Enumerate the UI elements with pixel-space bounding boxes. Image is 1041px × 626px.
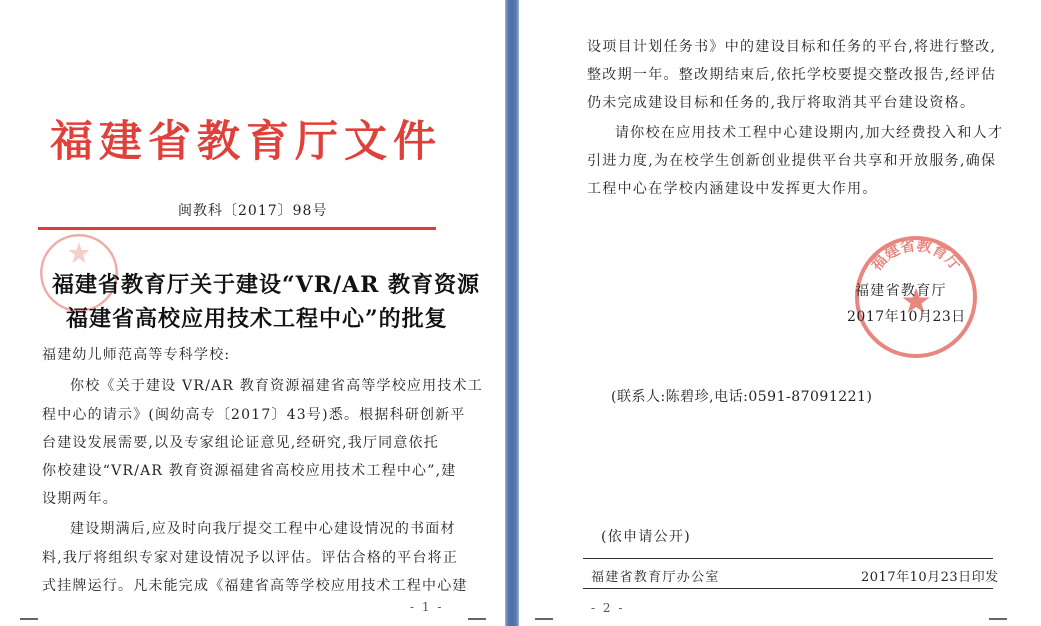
signing-authority: 福建省教育厅 [855,283,947,299]
document-page-1 [0,0,505,626]
p2-paragraph-1-line-1: 设项目计划任务书》中的建设目标和任务的平台,将进行整改, [587,39,997,55]
paragraph-1-line-1: 你校《关于建设 VR/AR 教育资源福建省高等学校应用技术工 [70,378,483,394]
p2-paragraph-2-line-1: 请你校在应用技术工程中心建设期内,加大经费投入和人才 [615,125,1004,141]
issue-date: 2017年10月23日印发 [861,570,999,585]
page-number-2: - 2 - [591,601,625,615]
paragraph-1-line-3: 台建设发展需要,以及专家组论证意见,经研究,我厅同意依托 [42,435,439,451]
masthead-red-rule [38,227,436,230]
crop-mark [468,618,486,620]
paragraph-2-line-3: 式挂牌运行。凡未能完成《福建省高等学校应用技术工程中心建 [42,578,468,594]
footer-top-rule [583,558,993,559]
p2-paragraph-1-line-3: 仍未完成建设目标和任务的,我厅将取消其平台建设资格。 [587,95,976,111]
paragraph-1-line-4: 你校建设“VR/AR 教育资源福建省高校应用技术工程中心”,建 [42,463,457,479]
disclosure-note: (依申请公开) [601,529,692,545]
paragraph-1-line-5: 设期两年。 [42,491,118,507]
paragraph-2-line-1: 建设期满后,应及时向我厅提交工程中心建设情况的书面材 [70,521,456,537]
page-gutter [505,0,519,626]
contact-info: (联系人:陈碧珍,电话:0591-87091221) [611,389,873,405]
addressee: 福建幼儿师范高等专科学校: [42,347,231,363]
crop-mark [989,618,1007,620]
paragraph-2-line-2: 料,我厅将组织专家对建设情况予以评估。评估合格的平台将正 [42,550,459,566]
page-number-1: - 1 - [410,600,444,614]
p2-paragraph-2-line-2: 引进力度,为在校学生创新创业提供平台共享和开放服务,确保 [587,153,997,169]
document-masthead: 福建省教育厅文件 [50,117,442,167]
p2-paragraph-2-line-3: 工程中心在学校内涵建设中发挥更大作用。 [587,181,878,197]
signing-date: 2017年10月23日 [847,309,966,325]
document-page-2 [519,0,1041,626]
p2-paragraph-1-line-2: 整改期一年。整改期结束后,依托学校要提交整改报告,经评估 [587,67,997,83]
crop-mark [535,618,553,620]
document-title-line-2: 福建省高校应用技术工程中心”的批复 [66,306,448,332]
issuing-office: 福建省教育厅办公室 [591,570,720,585]
seal-text: 福建省教育厅 [867,236,965,275]
paragraph-1-line-2: 程中心的请示》(闽幼高专〔2017〕43号)悉。根据科研创新平 [42,407,466,423]
document-title-line-1: 福建省教育厅关于建设“VR/AR 教育资源 [52,272,481,298]
crop-mark [20,618,38,620]
footer-bottom-rule [583,588,993,589]
document-number: 闽教科〔2017〕98号 [178,203,328,219]
